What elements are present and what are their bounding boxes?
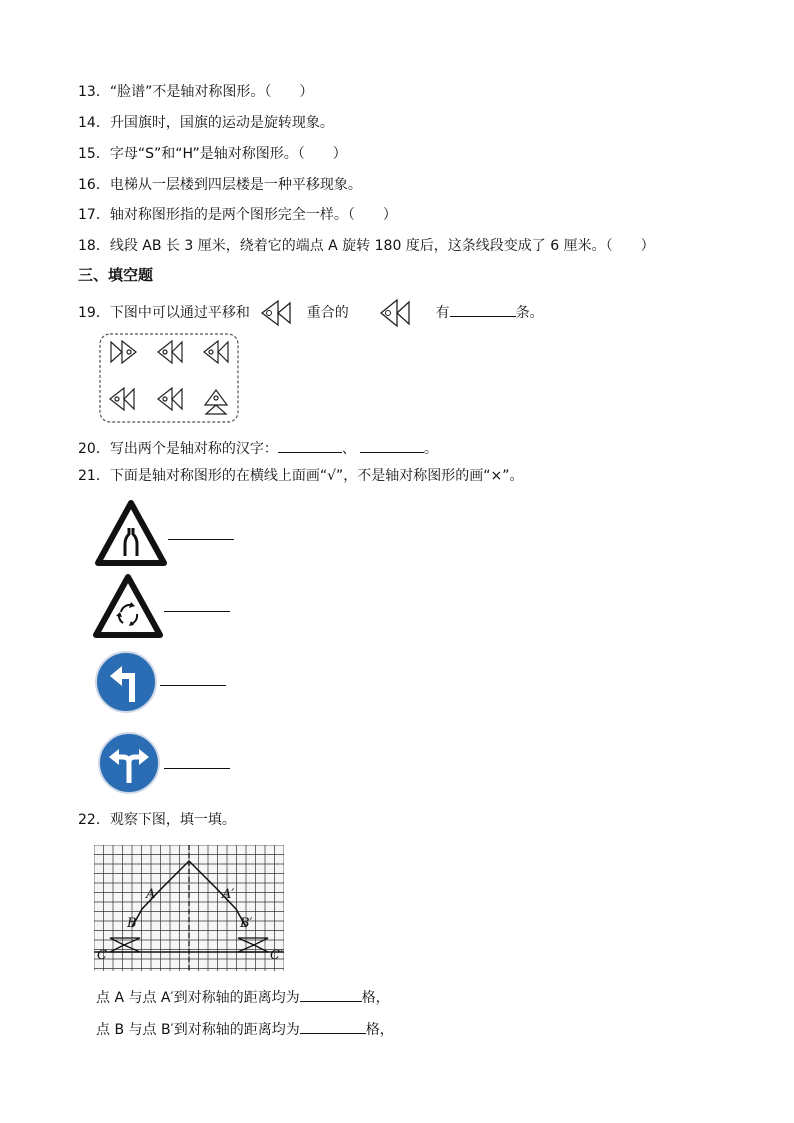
- sign4-answer-line[interactable]: [164, 768, 230, 769]
- label-C: C: [97, 948, 107, 963]
- question-13: 13．“脸谱”不是轴对称图形。（ ）: [78, 84, 314, 100]
- label-B-prime: B′: [240, 916, 253, 931]
- q22-line-1: [96, 987, 390, 1007]
- section-title: 三、填空题: [78, 266, 154, 284]
- question-21: 21．下面是轴对称图形的在横线上面画“√”，不是轴对称图形的画“×”。: [78, 468, 524, 484]
- question-14: 14．升国旗时，国旗的运动是旋转现象。: [78, 115, 334, 131]
- question-18: 18．线段 AB 长 3 厘米，绕着它的端点 A 旋转 180 度后，这条线段变成了 6 厘米。（ ）: [78, 238, 655, 254]
- question-17: 17．轴对称图形指的是两个图形完全一样。（ ）: [78, 207, 397, 223]
- q20-blank-1[interactable]: [278, 438, 342, 453]
- q19-prefix: 19．下图中可以通过平移和: [78, 305, 250, 321]
- question-16: 16．电梯从一层楼到四层楼是一种平移现象。: [78, 177, 362, 193]
- q20-prefix: 20．写出两个是轴对称的汉字：: [78, 441, 278, 457]
- q20-sep: 、: [341, 441, 356, 457]
- fish-icon: [110, 388, 134, 410]
- road-narrows-sign-icon: [95, 500, 167, 566]
- fish-icon: [204, 341, 228, 363]
- q22-line-2: [96, 1019, 394, 1039]
- question-15: 15．字母“S”和“H”是轴对称图形。（ ）: [78, 146, 347, 162]
- sign3-answer-line[interactable]: [160, 685, 226, 686]
- fish-figure-box: [98, 332, 240, 424]
- question-22: 22．观察下图，填一填。: [78, 812, 236, 828]
- fish-icon: [205, 390, 227, 414]
- question-20: [78, 438, 438, 458]
- sign2-answer-line[interactable]: [164, 611, 230, 612]
- q19-blank[interactable]: [450, 302, 516, 317]
- label-A: A: [146, 887, 156, 902]
- label-B: B: [127, 916, 137, 931]
- q20-end: 。: [423, 441, 438, 457]
- q22-blank-1[interactable]: [300, 987, 362, 1002]
- question-19: [78, 296, 544, 330]
- sign1-answer-line[interactable]: [168, 539, 234, 540]
- q20-blank-2[interactable]: [360, 438, 424, 453]
- label-A-prime: A′: [222, 887, 235, 902]
- q19-suffix-b: 条。: [515, 305, 544, 321]
- q22-blank-2[interactable]: [300, 1019, 366, 1034]
- label-C-prime: C′: [270, 948, 283, 963]
- roundabout-sign-icon: [93, 574, 163, 638]
- fish-icon: [158, 341, 182, 363]
- turn-left-or-right-sign-icon: [97, 731, 161, 795]
- symmetry-grid-figure: [94, 845, 284, 971]
- fish-icon: [258, 298, 298, 328]
- turn-left-sign-icon: [94, 650, 158, 714]
- fish-icon: [111, 341, 136, 363]
- q22-line2-prefix: 点 B 与点 B′到对称轴的距离均为: [96, 1022, 300, 1038]
- q22-line2-suffix: 格，: [365, 1022, 394, 1038]
- q22-line1-prefix: 点 A 与点 A′到对称轴的距离均为: [96, 990, 300, 1006]
- q22-line1-suffix: 格，: [361, 990, 390, 1006]
- q19-suffix-a: 有: [435, 305, 450, 321]
- fish-icon: [377, 296, 417, 330]
- fish-icon: [158, 388, 182, 410]
- q19-middle: 重合的: [306, 305, 349, 321]
